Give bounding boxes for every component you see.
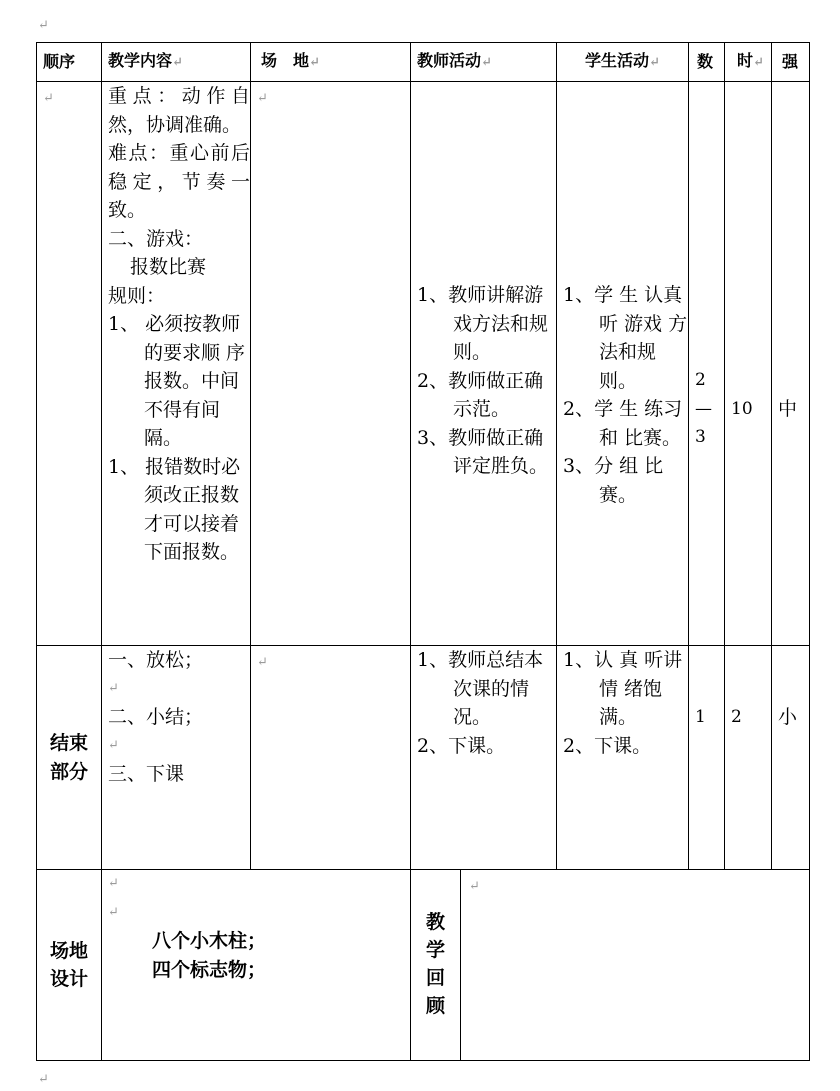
end-intensity-value: 小: [778, 706, 798, 728]
header-order: 顺序: [37, 43, 102, 82]
paragraph-mark-bottom: ↵: [38, 1072, 49, 1087]
student-step-2: 2、学 生 练习 和 比赛。: [563, 398, 683, 449]
main-count-cell: [689, 82, 725, 646]
design-item-2: 四个标志物；: [152, 958, 267, 981]
review-cell: [411, 870, 810, 1061]
lesson-plan-table: [36, 42, 810, 1061]
rule-2: 1、 报错数时必须改正报数才可以接着下面报数。: [108, 455, 241, 563]
end-stage-label: 结束部分: [37, 646, 102, 870]
header-content: 教学内容↵: [102, 43, 251, 82]
design-content-cell: ↵ ↵ 八个小木柱； 四个标志物；: [102, 870, 411, 1061]
end-item-1: 一、放松；: [108, 649, 204, 671]
header-venue: 场 地↵: [251, 43, 411, 82]
rules-title: 规则：: [108, 284, 166, 307]
end-content-cell: 一、放松； ↵ 二、小结； ↵ 三、下课: [102, 646, 251, 870]
header-student: 学生活动↵: [557, 43, 689, 82]
main-intensity-value: 中: [778, 398, 798, 420]
header-teacher: 教师活动↵: [411, 43, 557, 82]
design-label: 场地设计: [37, 870, 102, 1061]
review-content: ↵: [469, 879, 480, 894]
main-venue-cell: ↵: [251, 82, 411, 646]
end-count-value: 1: [695, 707, 706, 727]
header-time: 时↵: [725, 43, 772, 82]
teacher-step-1: 1、教师讲解游戏方法和规则。: [417, 284, 549, 363]
rule-1: 1、 必须按教师的要求顺 序 报数。中间不得有间隔。: [108, 313, 246, 449]
design-row: [37, 870, 810, 1061]
game-title: 二、游戏：: [108, 227, 204, 250]
review-label: 教学回顾: [411, 870, 461, 1060]
teacher-step-3: 3、教师做正确评定胜负。: [417, 426, 549, 477]
header-intensity: 强: [772, 43, 810, 82]
difficulty-text: 难点：重心前后稳定，节奏一致。: [108, 142, 250, 221]
end-teacher-1: 1、教师总结本次课的情况。: [417, 649, 544, 728]
game-name: 报数比赛: [130, 256, 207, 278]
end-time-cell: [725, 646, 772, 870]
end-teacher-cell: [411, 646, 557, 870]
main-student-cell: [557, 82, 689, 646]
student-step-3: 3、分 组 比赛。: [563, 455, 664, 506]
teacher-step-2: 2、教师做正确示范。: [417, 369, 544, 420]
end-row: [37, 646, 810, 870]
main-count-value: 2 — 3: [695, 370, 712, 447]
main-order-cell: ↵: [37, 82, 102, 646]
main-row: [37, 82, 810, 646]
end-item-2: 二、小结；: [108, 706, 204, 728]
main-content-cell: [102, 82, 251, 646]
main-teacher-cell: [411, 82, 557, 646]
end-student-cell: [557, 646, 689, 870]
main-time-value: 10: [731, 399, 753, 419]
end-venue-cell: ↵: [251, 646, 411, 870]
header-count: 数: [689, 43, 725, 82]
end-time-value: 2: [731, 707, 742, 727]
design-item-1: 八个小木柱；: [152, 930, 267, 952]
end-count-cell: [689, 646, 725, 870]
end-teacher-2: 2、下课。: [417, 734, 506, 757]
end-intensity-cell: [772, 646, 810, 870]
main-intensity-cell: [772, 82, 810, 646]
main-time-cell: [725, 82, 772, 646]
focus-text: 重点：动作自然，协调准确。: [108, 85, 250, 136]
student-step-1: 1、学 生 认真 听 游戏 方 法和规则。: [563, 284, 688, 392]
end-student-1: 1、认 真 听讲 情 绪饱满。: [563, 649, 683, 728]
paragraph-mark-top: ↵: [38, 18, 49, 33]
end-item-3: 三、下课: [108, 763, 185, 785]
header-row: [37, 43, 810, 82]
end-student-2: 2、下课。: [563, 734, 652, 757]
